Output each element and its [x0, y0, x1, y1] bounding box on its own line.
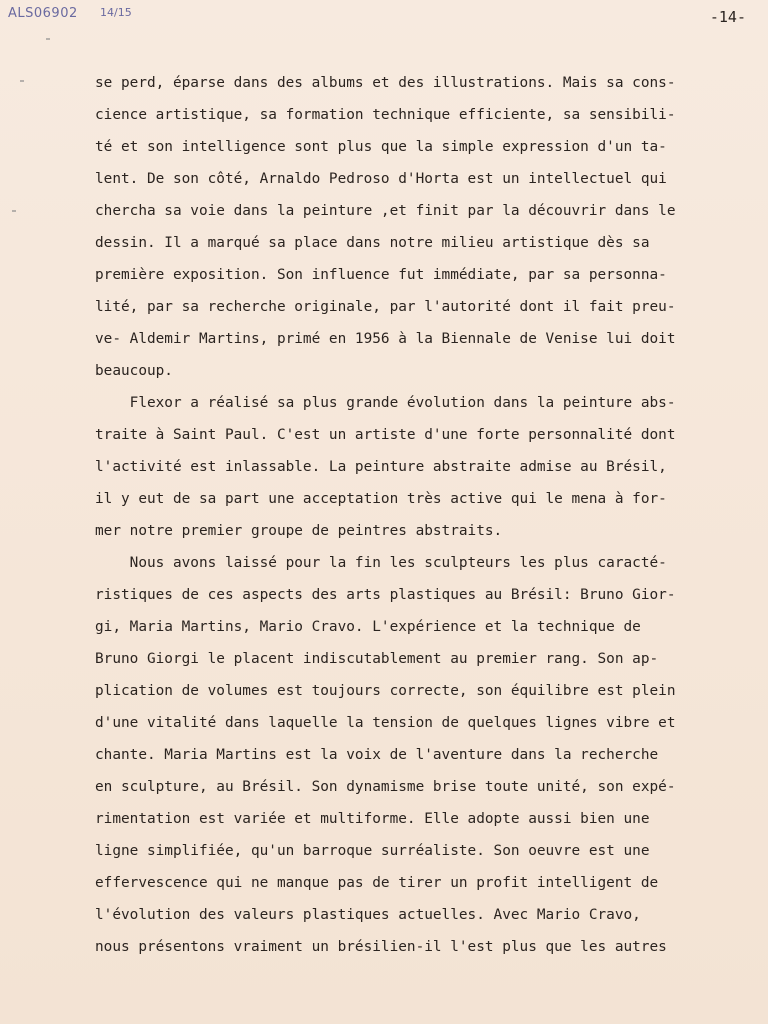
text-line: dessin. Il a marqué sa place dans notre milieu artistique dès sa — [95, 235, 650, 251]
text-line: rimentation est variée et multiforme. Elle adopte aussi bien une — [95, 811, 650, 827]
text-line: chercha sa voie dans la peinture ,et finit par la découvrir dans le — [95, 203, 676, 219]
text-line: Flexor a réalisé sa plus grande évolution dans la peinture abs- — [95, 395, 676, 411]
margin-mark — [46, 38, 50, 40]
text-line: lité, par sa recherche originale, par l'autorité dont il fait preu- — [95, 299, 676, 315]
text-line: nous présentons vraiment un brésilien-il l'est plus que les autres — [95, 939, 667, 955]
text-line: il y eut de sa part une acceptation très active qui le mena à for- — [95, 491, 667, 507]
text-line: ve- Aldemir Martins, primé en 1956 à la Biennale de Venise lui doit — [95, 331, 676, 347]
margin-mark — [12, 210, 16, 212]
text-line: en sculpture, au Brésil. Son dynamisme brise toute unité, son expé- — [95, 779, 676, 795]
page-number: -14- — [709, 8, 746, 26]
text-line: gi, Maria Martins, Mario Cravo. L'expérience et la technique de — [95, 619, 641, 635]
margin-mark — [20, 80, 24, 82]
body-text — [95, 67, 745, 963]
text-line: l'activité est inlassable. La peinture abstraite admise au Brésil, — [95, 459, 667, 475]
text-line: té et son intelligence sont plus que la simple expression d'un ta- — [95, 139, 667, 155]
text-line: traite à Saint Paul. C'est un artiste d'une forte personnalité dont — [95, 427, 676, 443]
text-line: ligne simplifiée, qu'un barroque surréaliste. Son oeuvre est une — [95, 843, 650, 859]
text-line: cience artistique, sa formation technique efficiente, sa sensibili- — [95, 107, 676, 123]
text-line: chante. Maria Martins est la voix de l'aventure dans la recherche — [95, 747, 659, 763]
text-line: se perd, éparse dans des albums et des illustrations. Mais sa cons- — [95, 75, 676, 91]
text-line: effervescence qui ne manque pas de tirer un profit intelligent de — [95, 875, 659, 891]
text-line: l'évolution des valeurs plastiques actuelles. Avec Mario Cravo, — [95, 907, 641, 923]
folio-number: 14/15 — [100, 6, 132, 19]
text-line: beaucoup. — [95, 363, 173, 379]
text-line: Bruno Giorgi le placent indiscutablement au premier rang. Son ap- — [95, 651, 659, 667]
text-line: d'une vitalité dans laquelle la tension de quelques lignes vibre et — [95, 715, 676, 731]
text-line: mer notre premier groupe de peintres abstraits. — [95, 523, 503, 539]
text-line: ristiques de ces aspects des arts plastiques au Brésil: Bruno Gior- — [95, 587, 676, 603]
text-line: première exposition. Son influence fut immédiate, par sa personna- — [95, 267, 667, 283]
text-line: Nous avons laissé pour la fin les sculpteurs les plus caracté- — [95, 555, 667, 571]
text-line: plication de volumes est toujours correcte, son équilibre est plein — [95, 683, 676, 699]
text-line: lent. De son côté, Arnaldo Pedroso d'Horta est un intellectuel qui — [95, 171, 667, 187]
archive-reference: ALS06902 — [8, 6, 78, 21]
